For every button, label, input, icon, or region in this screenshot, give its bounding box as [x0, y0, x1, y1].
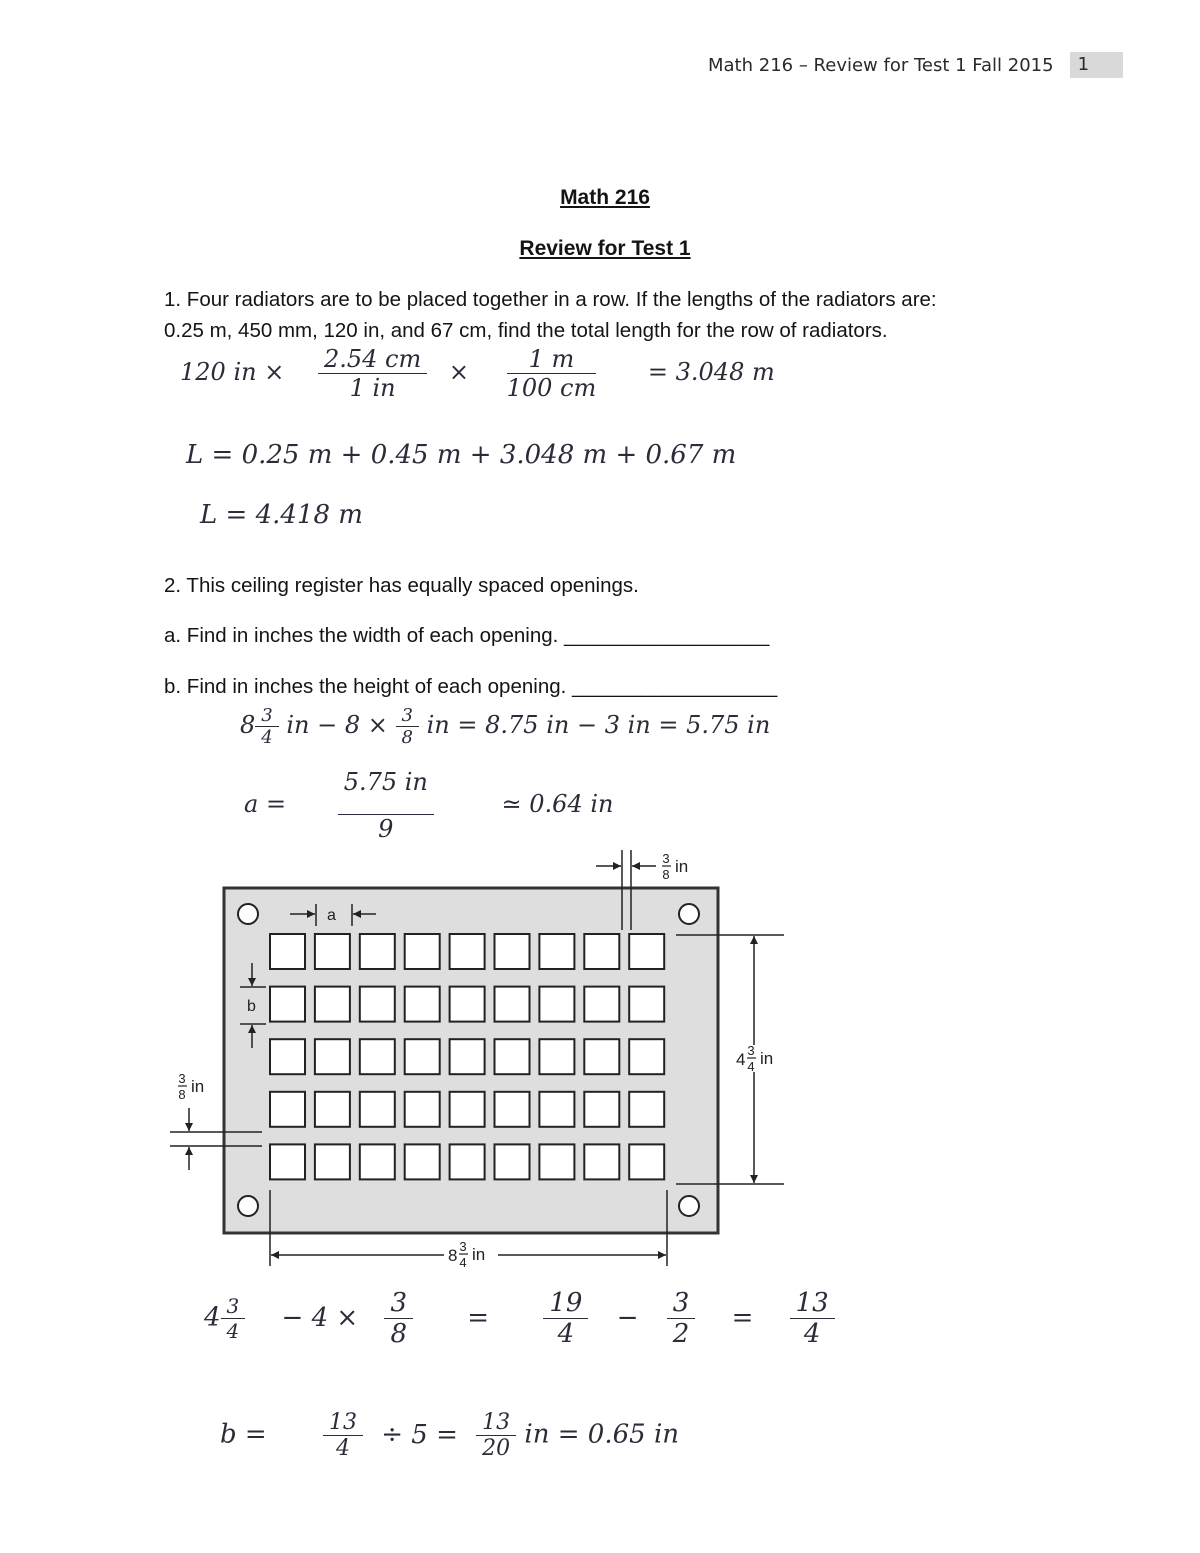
top-dim-label-unit: in: [675, 857, 689, 876]
work2-b-minus: − 4 ×: [281, 1302, 359, 1333]
left-dim-arrow-top-head: [185, 1123, 193, 1131]
document-subtitle: Review for Test 1: [519, 237, 691, 260]
work2-frac-den: 8: [401, 727, 413, 748]
problem-2-intro: 2. This ceiling register has equally spaced openings.: [164, 574, 639, 597]
running-header: [708, 52, 1123, 78]
work2-b-h-den: 2: [672, 1319, 690, 1349]
register-opening: [270, 1039, 305, 1074]
work2-b-k-den: 20: [482, 1436, 511, 1461]
top-dim-label: [662, 851, 688, 882]
work2-a-frac: [338, 768, 434, 843]
work2-b-frac-h: [667, 1288, 696, 1349]
register-opening: [584, 1039, 619, 1074]
register-opening: [629, 934, 664, 969]
work2-b-eq-1: =: [467, 1302, 490, 1333]
register-opening: [495, 1144, 530, 1179]
register-opening: [360, 934, 395, 969]
register-opening: [495, 934, 530, 969]
problem-2-part-b: b. Find in inches the height of each opening. __________________: [164, 675, 778, 698]
b-dim-label: b: [247, 998, 256, 1015]
work1-sum-line: L = 0.25 m + 0.45 m + 3.048 m + 0.67 m: [186, 440, 737, 470]
work2-a-line: [244, 768, 613, 843]
register-opening: [450, 1039, 485, 1074]
right-dim-label-num: 3: [747, 1043, 755, 1058]
register-opening: [315, 1092, 350, 1127]
register-opening: [360, 1039, 395, 1074]
work2-a-num: 5.75 in: [338, 768, 434, 815]
running-title: Math 216 – Review for Test 1 Fall 2015: [708, 54, 1054, 76]
right-dim-label-whole: 4: [736, 1050, 746, 1069]
document-title: Math 216: [560, 186, 650, 209]
left-dim-label-den: 8: [178, 1087, 186, 1102]
register-opening: [629, 1039, 664, 1074]
work1-factor-2-num: 1 m: [507, 345, 597, 374]
right-dim-label-den: 4: [747, 1059, 755, 1074]
top-dim-label-den: 8: [662, 867, 670, 882]
work2-approx: ≃ 0.64 in: [501, 790, 614, 818]
work1-result: = 3.048 m: [647, 358, 775, 386]
register-opening: [629, 987, 664, 1022]
screw-hole: [679, 904, 699, 924]
work2-b-whole: 4: [204, 1302, 221, 1333]
work2-b-num: 3: [221, 1294, 246, 1319]
register-opening: [315, 987, 350, 1022]
screw-hole: [679, 1196, 699, 1216]
work1-factor-1: [318, 345, 427, 402]
work2-a-den: 9: [378, 815, 394, 843]
register-opening: [360, 987, 395, 1022]
work2-b-j-num: 13: [323, 1410, 363, 1436]
register-opening: [405, 987, 440, 1022]
bottom-dim-label-num: 3: [459, 1239, 467, 1254]
top-dim-arrow-left-head: [613, 862, 621, 870]
top-dim-arrow-right-head: [632, 862, 640, 870]
bottom-dim-arrow-right-head: [658, 1251, 666, 1259]
work2-frac-num: 3: [396, 705, 419, 727]
work2-b-frac-j: [323, 1410, 363, 1461]
right-dim-label: [736, 1043, 773, 1074]
register-opening: [629, 1092, 664, 1127]
register-opening: [405, 934, 440, 969]
work1-factor-1-num: 2.54 cm: [318, 345, 427, 374]
work2-b-eq-2: =: [731, 1302, 754, 1333]
work2-b-frac-g: [543, 1288, 588, 1349]
work2-b-frac-f: [384, 1288, 413, 1349]
register-opening: [360, 1092, 395, 1127]
problem-1-line-1: 1. Four radiators are to be placed together in a row. If the lengths of the radiators are:: [164, 288, 937, 311]
register-opening: [539, 1039, 574, 1074]
work2-b-den: 4: [226, 1319, 240, 1343]
work2-b-g-den: 4: [557, 1319, 575, 1349]
bottom-dim-label-whole: 8: [448, 1246, 458, 1265]
work2-b-j-den: 4: [335, 1436, 350, 1461]
work2-b-i-den: 4: [803, 1319, 821, 1349]
work2-b-minus-2: −: [616, 1302, 639, 1333]
screw-hole: [238, 1196, 258, 1216]
register-opening: [405, 1039, 440, 1074]
work2-mixed-frac: [255, 705, 278, 748]
right-dim-arrow-bottom-head: [750, 1175, 758, 1183]
right-dim-label-unit: in: [760, 1049, 774, 1068]
register-opening: [405, 1144, 440, 1179]
left-dim-label-num: 3: [178, 1071, 186, 1086]
work2-b-frac-i: [790, 1288, 835, 1349]
bottom-dim-label-unit: in: [472, 1245, 486, 1264]
work1-factor-2-den: 100 cm: [506, 374, 597, 402]
register-opening: [450, 934, 485, 969]
register-opening: [450, 987, 485, 1022]
register-opening: [450, 1144, 485, 1179]
register-opening: [270, 934, 305, 969]
register-opening: [495, 1092, 530, 1127]
work2-b-h-num: 3: [667, 1288, 696, 1319]
register-opening: [450, 1092, 485, 1127]
work2-width-rest: in = 8.75 in − 3 in = 5.75 in: [426, 711, 771, 739]
register-opening: [584, 1092, 619, 1127]
register-opening: [495, 987, 530, 1022]
register-opening: [495, 1039, 530, 1074]
problem-2-part-a: a. Find in inches the width of each opening. __________________: [164, 624, 770, 647]
work2-b-frac-k: [476, 1410, 516, 1461]
work2-b-f-num: 3: [384, 1288, 413, 1319]
register-opening: [584, 1144, 619, 1179]
work2-mixed-whole: 8: [240, 711, 256, 739]
problem-1-line-2: 0.25 m, 450 mm, 120 in, and 67 cm, find the total length for the row of radiators.: [164, 319, 888, 342]
register-opening: [270, 987, 305, 1022]
work2-width-line: [240, 705, 770, 748]
work2-b-f-den: 8: [390, 1319, 408, 1349]
register-opening: [270, 1092, 305, 1127]
bottom-dim-label-den: 4: [459, 1255, 467, 1270]
register-opening: [584, 934, 619, 969]
bottom-dim-arrow-left-head: [271, 1251, 279, 1259]
register-opening: [270, 1144, 305, 1179]
work2-b-final-line: [220, 1410, 679, 1461]
page-number: 1: [1070, 52, 1123, 78]
register-opening: [629, 1144, 664, 1179]
work1-factor-2: [507, 345, 597, 402]
bottom-dim-label: [448, 1239, 485, 1270]
work2-height-line: [204, 1288, 835, 1349]
register-opening: [315, 1144, 350, 1179]
register-opening: [315, 1039, 350, 1074]
work2-b-k-num: 13: [476, 1410, 516, 1436]
work2-a-label: a =: [244, 790, 287, 818]
screw-hole: [238, 904, 258, 924]
a-dim-label: a: [327, 907, 336, 924]
work1-times: ×: [448, 358, 469, 386]
work1-factor-1-den: 1 in: [349, 374, 396, 402]
left-dim-label-unit: in: [191, 1077, 205, 1096]
register-opening: [405, 1092, 440, 1127]
ceiling-register-diagram: [0, 840, 1200, 1280]
top-dim-label-num: 3: [662, 851, 670, 866]
register-opening: [539, 987, 574, 1022]
register-opening: [539, 934, 574, 969]
left-dim-label: [178, 1071, 204, 1102]
register-opening: [584, 987, 619, 1022]
right-dim-arrow-top-head: [750, 936, 758, 944]
work2-b-mixed: [221, 1294, 246, 1343]
register-opening: [315, 934, 350, 969]
left-dim-arrow-bottom-head: [185, 1147, 193, 1155]
work2-b-i-num: 13: [790, 1288, 835, 1319]
register-opening: [539, 1092, 574, 1127]
work2-mixed-den: 4: [261, 727, 273, 748]
work2-mixed-num: 3: [255, 705, 278, 727]
work1-lead: 120 in ×: [180, 358, 285, 386]
work1-conversion: [180, 345, 775, 402]
work2-unit-minus: in − 8 ×: [286, 711, 388, 739]
work1-total-line: L = 4.418 m: [200, 500, 363, 530]
work2-frac-3-8: [396, 705, 419, 748]
work2-b-div: ÷ 5 =: [381, 1419, 458, 1450]
work2-b-final: in = 0.65 in: [524, 1419, 680, 1450]
register-opening: [360, 1144, 395, 1179]
work2-b-label: b =: [220, 1419, 267, 1450]
work2-b-g-num: 19: [543, 1288, 588, 1319]
register-opening: [539, 1144, 574, 1179]
